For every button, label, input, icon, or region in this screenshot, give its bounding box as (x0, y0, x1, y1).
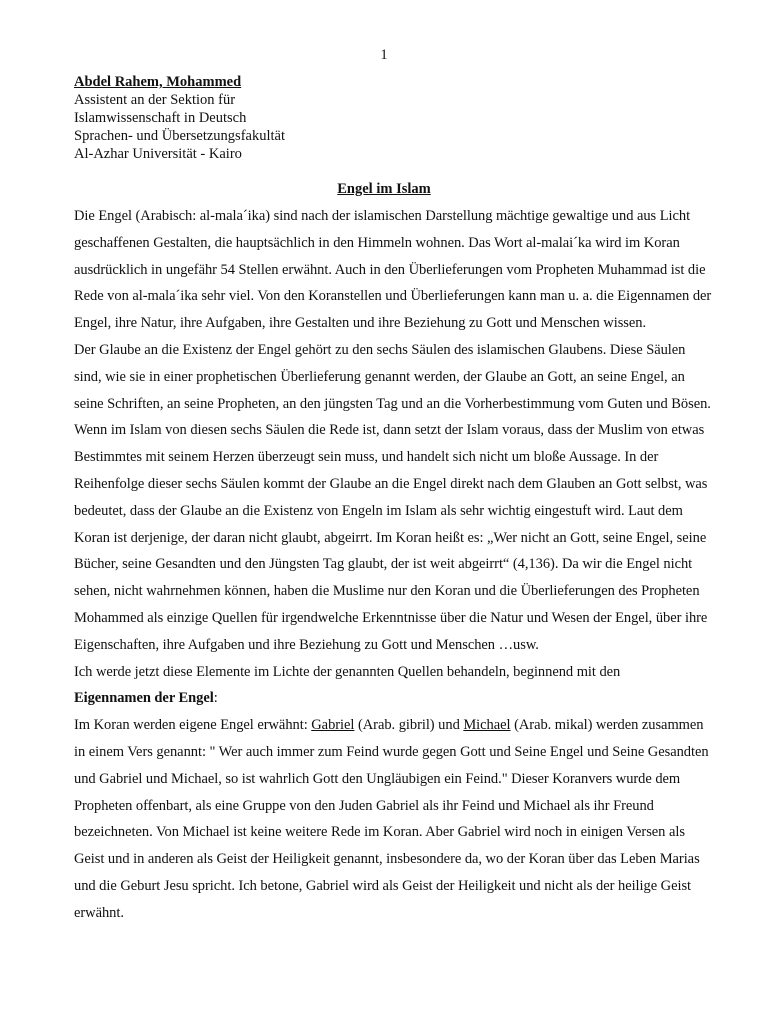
affiliation-line: Sprachen- und Übersetzungsfakultät (74, 128, 285, 144)
text-run: (Arab. gibril) und (354, 717, 464, 734)
michael-term: Michael (463, 717, 511, 734)
affiliation-line: Assistent an der Sektion für (74, 92, 236, 108)
paragraph-pillars: Der Glaube an die Existenz der Engel gehört zu den sechs Säulen des islamischen Glaubens. Diese Säulen sind, wie sie in einer prophetischen Überlieferung genannt werden, der Glaube an Gott, an seine Engel, an seine Schriften, an seine Propheten, an den jüngsten Tag und an die Vorherbestimmung vom Guten und Bösen. Wenn im Islam von diesen sechs Säulen die Rede ist, dann setzt der Islam voraus, dass der Muslim von etwas Bestimmtes mit seinem Herzen überzeugt sein muss, und handelt sich nicht um bloße Aussage. In der Reihenfolge dieser sechs Säulen kommt der Glaube an die Engel direkt nach dem Glauben an Gott selbst, was bedeutet, dass der Glaube an die Existenz von Engeln im Islam als sehr wichtig eingestuft wird. Laut dem Koran ist derjenige, der daran nicht glaubt, abgeirrt. Im Koran heißt es: „Wer nicht an Gott, seine Engel, seine Bücher, seine Gesandten und den Jüngsten Tag glaubt, der ist weit abgeirrt“ (4,136). Da wir die Engel nicht sehen, nicht wahrnehmen können, haben die Muslime nur den Koran und die Überlieferungen des Propheten Mohammed als einzige Quellen für irgendwelche Erkenntnisse über die Natur und Wesen der Engel, über ihre Eigenschaften, ihre Aufgaben und ihre Beziehung zu Gott und Menschen …usw. (74, 341, 711, 653)
paragraph-transition (74, 659, 714, 713)
author-block (74, 73, 694, 163)
transition-text: Ich werde jetzt diese Elemente im Lichte der genannten Quellen behandeln, beginnend mit den (74, 663, 621, 680)
document-title: Engel im Islam (337, 181, 431, 197)
section-heading: Eigennamen der Engel (74, 690, 214, 707)
paragraph-intro: Die Engel (Arabisch: al-mala´ika) sind nach der islamischen Darstellung mächtige gewaltige und aus Licht geschaffenen Gestalten, die hauptsächlich in den Himmeln wohnen. Das Wort al-malai´ka wird im Koran ausdrücklich in ungefähr 54 Stellen erwähnt. Auch in den Überlieferungen vom Propheten Muhammad ist die Rede von al-mala´ika sehr viel. Von den Koranstellen und Überlieferungen kann man u. a. die Eigennamen der Engel, ihre Natur, ihre Aufgaben, ihre Gestalten und ihre Beziehung zu Gott und Menschen wissen. (74, 208, 712, 332)
text-run: Im Koran werden eigene Engel erwähnt: (74, 717, 312, 734)
body-text (74, 203, 714, 927)
paragraph-gabriel-michael (74, 712, 714, 926)
affiliation-line: Islamwissenschaft in Deutsch (74, 110, 247, 126)
gabriel-term: Gabriel (311, 717, 355, 734)
affiliation-line: Al-Azhar Universität - Kairo (74, 146, 242, 162)
text-run: (Arab. mikal) werden zusammen in einem Vers genannt: " Wer auch immer zum Feind wurde gegen Gott und Seine Engel und Seine Gesandten und Gabriel und Michael, so ist wahrlich Gott den Ungläubigen ein Feind." Dieser Koranvers wurde dem Propheten offenbart, als eine Gruppe von den Juden Gabriel als ihr Feind und Michael als ihr Freund bezeichneten. Von Michael ist keine weitere Rede im Koran. Aber Gabriel wird noch in einigen Versen als Geist und in anderen als Geist der Heiligkeit genannt, insbesondere da, wo der Koran über das Leben Marias und die Geburt Jesu spricht. Ich betone, Gabriel wird als Geist der Heiligkeit und nicht als der heilige Geist erwähnt. (74, 717, 709, 921)
page-number: 1 (380, 47, 388, 63)
heading-colon: : (213, 690, 218, 707)
author-name: Abdel Rahem, Mohammed (74, 74, 242, 90)
